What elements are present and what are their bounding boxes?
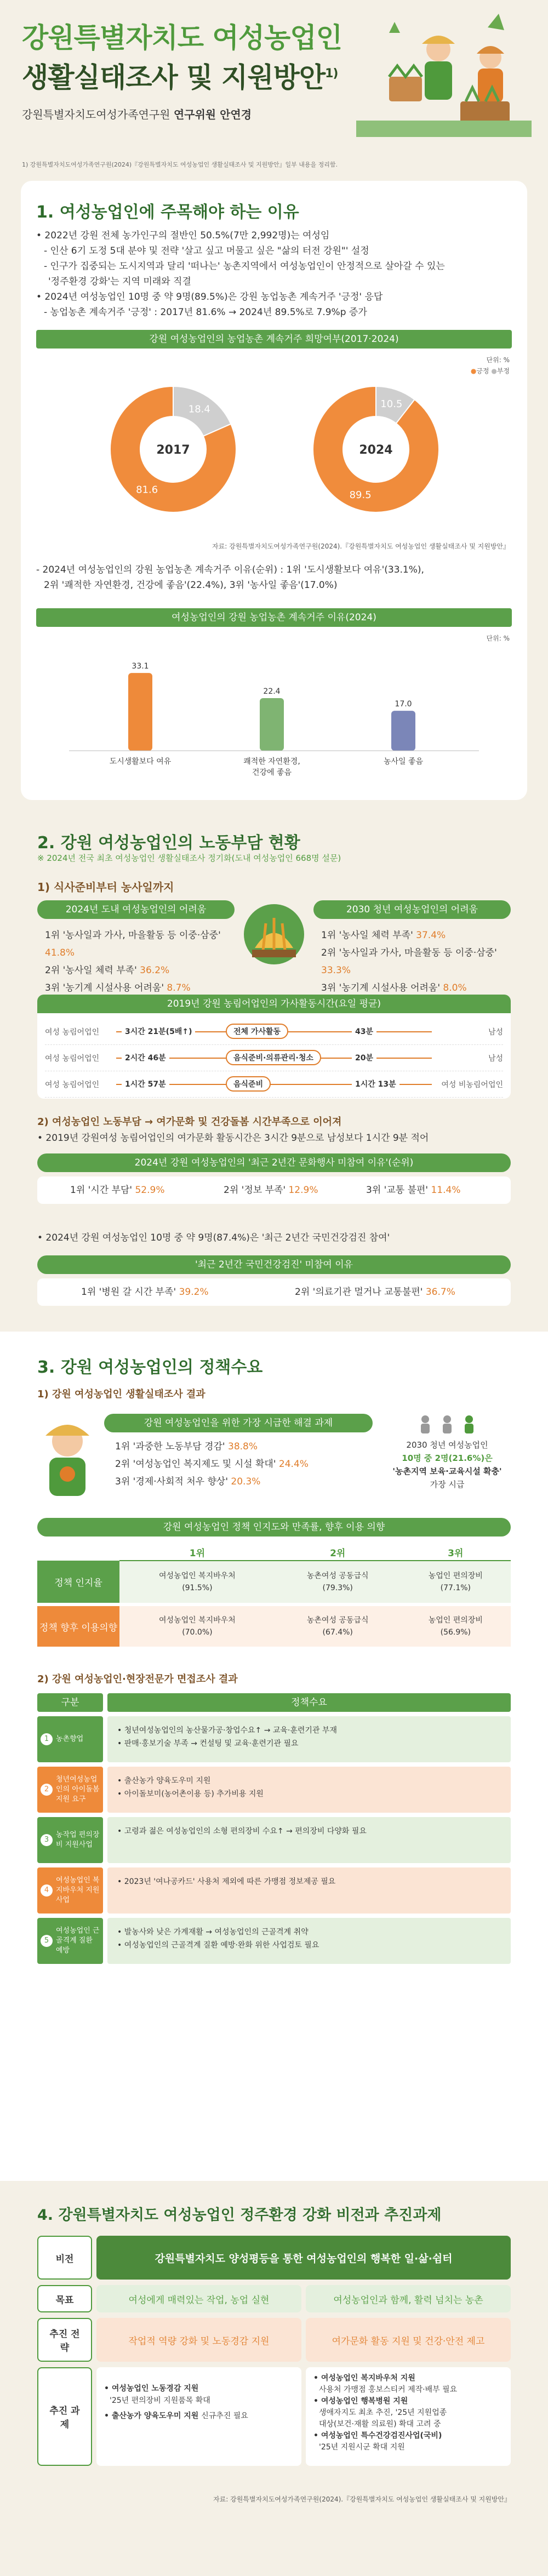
reason-line2: 2위 '쾌적한 자연환경, 건강에 좋음'(22.4%), 3위 '농사일 좋음'(17.0%) — [44, 580, 338, 591]
policy-row-label: 정책 향후 이용의향 — [37, 1604, 119, 1648]
policy-value: (70.0%) — [182, 1628, 213, 1637]
difficulty-2030-head: 2030 청년 여성농업인의 어려움 — [313, 900, 511, 919]
chart2-unit: 단위: % — [486, 635, 510, 642]
bar-chart — [36, 641, 512, 789]
time-row-left-time: 2시간 46분 — [122, 1052, 169, 1063]
bullet-health-check: • 2024년 강원 여성농업인 10명 중 약 9명(87.4%)은 '최근 2년간 국민건강검진 참여' — [37, 1232, 390, 1243]
policy-value: (77.1%) — [440, 1584, 471, 1592]
strategy-2: 여가문화 활동 지원 및 건강·안전 제고 — [306, 2318, 511, 2362]
title-line2: 생활실태조사 및 지원방안 — [22, 61, 326, 94]
difficulty-2024-box — [37, 900, 235, 993]
interview-row-category: 여성농업인 복지바우처 지원사업 — [56, 1876, 100, 1904]
section-4-source: 자료: 강원특별자치도여성가족연구원(2024).『강원특별자치도 여성농업인 생활실태조사 및 지원방안』 — [213, 2495, 511, 2503]
difficulty-2030-r2-value: 33.3% — [321, 965, 351, 976]
vision-diagram — [37, 2236, 511, 2466]
section-4-title: 4. 강원특별자치도 여성농업인 정주환경 강화 비전과 추진과제 — [37, 2207, 442, 2224]
donut-year-label: 2017 — [156, 443, 190, 457]
bullet-farm-population: • 2022년 강원 전체 농가인구의 절반인 50.5%(7만 2,992명)는 여성임 — [36, 230, 330, 241]
interview-item: • 판매·홍보기술 부족 → 컨설팅 및 교육·훈련기관 필요 — [117, 1739, 299, 1748]
interview-table — [37, 1693, 511, 1968]
culture-r3-value: 11.4% — [431, 1185, 461, 1196]
policy-table — [37, 1544, 511, 1650]
time-row-activity: 전체 가사활동 — [226, 1024, 288, 1039]
policy-col-header: 2위 — [275, 1544, 401, 1561]
interview-row — [37, 1867, 511, 1914]
culture-r2-value: 12.9% — [288, 1185, 318, 1196]
bar — [391, 711, 415, 751]
bar — [128, 673, 152, 751]
culture-r1-value: 52.9% — [135, 1185, 165, 1196]
goal-1: 여성에게 매력있는 작업, 농업 실현 — [96, 2285, 301, 2312]
policy-name: 여성농업인 복지바우처 — [159, 1572, 236, 1580]
time-row-left-group: 여성 농림어업인 — [45, 1080, 100, 1089]
priority-r3-value: 20.3% — [231, 1476, 261, 1487]
time-row-left-time: 3시간 21분(5배↑) — [122, 1026, 195, 1037]
housework-time-row — [45, 1019, 503, 1045]
bar-category-label: 건강에 좋음 — [252, 768, 292, 777]
woman-farmer-icon — [37, 1414, 98, 1501]
difficulty-2030-r1: 1위 '농사일 체력 부족' — [321, 930, 416, 941]
bullet-rural-decline-cont: '정주환경 강화'는 지역 미래와 직결 — [48, 276, 191, 287]
difficulty-2024-head: 2024년 도내 여성농업인의 어려움 — [37, 900, 235, 919]
interview-col-demand: 정책수요 — [107, 1693, 511, 1712]
bar-category-label: 도시생활보다 여유 — [109, 757, 172, 766]
housework-time-box — [37, 995, 511, 1099]
culture-reason-head: 2024년 강원 여성농업인의 '최근 2년간 문화행사 미참여 이유'(순위) — [37, 1153, 511, 1172]
health-r1: 1위 '병원 갈 시간 부족' — [81, 1287, 179, 1298]
bar — [260, 698, 284, 751]
time-row-activity: 음식준비·의류관리·청소 — [226, 1050, 321, 1065]
policy-col-header: 1위 — [119, 1544, 275, 1561]
chart2-title-bar: 여성농업인의 강원 농업농촌 계속거주 이유(2024) — [36, 608, 512, 627]
task-r2: • 여성농업인 행복병원 지원 — [313, 2397, 408, 2406]
subsection-2-2-title: 2) 여성농업인 노동부담 → 여가문화 및 건강돌봄 시간부족으로 이어져 — [37, 1116, 342, 1128]
interview-row — [37, 1817, 511, 1863]
youth-line1: 2030 청년 여성농업인 — [406, 1440, 488, 1450]
policy-name: 농촌여성 공동급식 — [306, 1616, 369, 1625]
policy-col-header: 3위 — [401, 1544, 511, 1561]
section-4 — [0, 2181, 548, 2576]
section-3 — [0, 1332, 548, 2197]
section-2-title: 2. 강원 여성농업인의 노동부담 현황 — [37, 833, 300, 853]
difficulty-2024-r1-value: 41.8% — [45, 947, 75, 958]
donut-slice-label: 18.4 — [188, 403, 210, 415]
task-r1-detail: 사용처 가맹점 홍보스티커 제작·배부 필요 — [319, 2385, 458, 2394]
interview-row-number: 3 — [41, 1834, 53, 1846]
chart1-title-bar: 강원 여성농업인의 농업농촌 계속거주 희망여부(2017·2024) — [36, 330, 512, 349]
section-1-title: 1. 여성농업인에 주목해야 하는 이유 — [36, 203, 299, 222]
interview-row-number: 5 — [41, 1935, 53, 1947]
task-r3-detail: '25년 지원시군 확대 지원 — [319, 2443, 405, 2452]
task-label: 추진 과제 — [37, 2367, 92, 2466]
policy-row-label: 정책 인지율 — [37, 1561, 119, 1604]
donut-slice-label: 81.6 — [136, 484, 158, 496]
housework-time-rows — [37, 1013, 511, 1103]
interview-item: • 2023년 '여나공카드' 사용처 제외에 따른 가맹점 정보제공 필요 — [117, 1877, 336, 1886]
policy-value: (79.3%) — [322, 1584, 353, 1592]
bar-value-label: 17.0 — [395, 700, 412, 709]
reason-summary — [36, 562, 513, 593]
youth-line4: 가장 시급 — [430, 1480, 465, 1489]
farm-crops-icon — [241, 901, 307, 973]
section-1-card — [21, 181, 527, 800]
difficulty-2024-r1: 1위 '농사일과 가사, 마을활동 등 이중·삼중' — [45, 930, 221, 941]
interview-row-category: 농작업 편의장비 지원사업 — [56, 1831, 100, 1849]
author-org: 강원특별자치도여성가족연구원 — [22, 107, 174, 121]
section-3-title: 3. 강원 여성농업인의 정책수요 — [37, 1358, 263, 1377]
bullet-rural-decline: - 인구가 집중되는 도시지역과 달리 '떠나는' 농촌지역에서 여성농업인이 안정적으로 살아갈 수 있는 — [44, 261, 445, 272]
interview-item: • 출산농가 양육도우미 지원 — [117, 1777, 211, 1785]
subsection-3-1-title: 1) 강원 여성농업인 생활실태조사 결과 — [37, 1389, 206, 1400]
housework-time-row — [45, 1071, 503, 1098]
bullet-positive-change: - 농업농촌 계속거주 '긍정' : 2017년 81.6% → 2024년 89.5%로 7.9%p 증가 — [44, 307, 367, 318]
difficulty-2030-r3-value: 8.0% — [443, 983, 467, 993]
chart1-legend: ●긍정 ●부정 — [470, 367, 510, 375]
task-right — [306, 2367, 511, 2466]
priority-r2-value: 24.4% — [278, 1459, 309, 1470]
task-l2: • 출산농가 양육도우미 지원 — [104, 2412, 202, 2420]
subsection-3-2-title: 2) 강원 여성농업인·현장전문가 면접조사 결과 — [37, 1673, 238, 1685]
interview-item: • 고령과 젊은 여성농업인의 소형 편의장비 수요↑ → 편의장비 다양화 필요 — [117, 1827, 367, 1836]
task-l1-detail: '25년 편의장비 지원품목 확대 — [110, 2396, 210, 2405]
youth-box — [384, 1414, 511, 1501]
hero-header — [0, 0, 548, 181]
interview-row-category: 청년여성농업인의 아이돌봄 지원 요구 — [56, 1775, 100, 1803]
difficulty-2024-r2-value: 36.2% — [140, 965, 170, 976]
author-role: 연구위원 — [173, 107, 220, 121]
time-row-right-time: 43분 — [352, 1026, 376, 1037]
time-row-right-group: 여성 비농림어업인 — [441, 1080, 503, 1089]
interview-row — [37, 1918, 511, 1964]
culture-r1: 1위 '시간 부담' — [70, 1185, 135, 1196]
vision-text: 강원특별자치도 양성평등을 통한 여성농업인의 행복한 일·삶·쉼터 — [96, 2236, 511, 2280]
interview-row-number: 1 — [41, 1733, 53, 1745]
title-footnote-mark: 1) — [325, 67, 338, 81]
policy-name: 농촌여성 공동급식 — [306, 1572, 369, 1580]
priority-r3: 3위 '경제·사회적 처우 향상' — [115, 1476, 231, 1487]
legend-positive: 긍정 — [476, 367, 489, 375]
time-row-right-group: 남성 — [488, 1054, 503, 1063]
culture-r3: 3위 '교통 불편' — [366, 1185, 431, 1196]
bar-category-label: 쾌적한 자연환경, — [243, 757, 300, 766]
task-r1: • 여성농업인 복지바우처 지원 — [313, 2374, 415, 2383]
vision-label: 비전 — [37, 2236, 92, 2280]
time-row-right-group: 남성 — [488, 1027, 503, 1037]
interview-row — [37, 1767, 511, 1813]
time-row-right-time: 1시간 13분 — [352, 1078, 399, 1089]
interview-item: • 여성농업인의 근골격계 질환 예방·완화 위한 사업검토 필요 — [117, 1941, 319, 1950]
donut-slice-label: 89.5 — [349, 489, 372, 501]
policy-row — [37, 1604, 511, 1648]
difficulty-2030-r1-value: 37.4% — [416, 930, 446, 941]
policy-name: 여성농업인 복지바우처 — [159, 1616, 236, 1625]
interview-col-category: 구분 — [37, 1693, 103, 1712]
interview-row — [37, 1716, 511, 1762]
bullet-leisure-time: • 2019년 강원여성 농림어업인의 여가문화 활동시간은 3시간 9분으로 남성보다 1시간 9분 적어 — [37, 1133, 429, 1144]
time-row-left-group: 여성 농림어업인 — [45, 1027, 100, 1037]
bullet-strategy: - 인산 6기 도정 5대 분야 및 전략 '살고 싶고 머물고 싶은 "삶의 터전 강원"' 설정 — [44, 245, 369, 256]
culture-reason-row — [37, 1176, 511, 1204]
policy-value: (91.5%) — [182, 1584, 213, 1592]
policy-value: (67.4%) — [322, 1628, 353, 1637]
strategy-1: 작업적 역량 강화 및 노동경감 지원 — [96, 2318, 301, 2362]
donut-charts — [36, 367, 512, 532]
policy-table-head: 강원 여성농업인 정책 인지도와 만족률, 향후 이용 의향 — [37, 1518, 511, 1537]
difficulty-2024-r3-value: 8.7% — [167, 983, 191, 993]
policy-value: (56.9%) — [440, 1628, 471, 1637]
time-row-left-time: 1시간 57분 — [122, 1078, 169, 1089]
farmers-illustration — [356, 11, 532, 137]
strategy-label: 추진 전략 — [37, 2318, 92, 2362]
bar-category-label: 농사일 좋음 — [383, 757, 424, 766]
donut-slice-label: 10.5 — [380, 398, 403, 410]
donut-year-label: 2024 — [359, 443, 393, 457]
interview-rows — [37, 1716, 511, 1964]
health-reason-row — [37, 1278, 511, 1306]
difficulty-2024-list — [37, 922, 235, 1001]
bar-value-label: 22.4 — [263, 687, 281, 696]
goal-2: 여성농업인과 함께, 활력 넘치는 농촌 — [306, 2285, 511, 2312]
bullet-positive-response: • 2024년 여성농업인 10명 중 약 9명(89.5%)은 강원 농업농촌 계속거주 '긍정' 응답 — [36, 292, 383, 302]
health-r2-value: 36.7% — [425, 1287, 455, 1298]
hero-footnote: 1) 강원특별자치도여성가족연구원(2024)『강원특별자치도 여성농업인 생활실태조사 및 지원방안』일부 내용을 정리함. — [22, 161, 338, 168]
interview-item: • 발농사와 낮은 가계재활 → 여성농업인의 근골격계 취약 — [117, 1928, 309, 1937]
housework-time-head: 2019년 강원 농림어업인의 가사활동시간(요일 평균) — [37, 995, 511, 1013]
goal-label: 목표 — [37, 2285, 92, 2312]
youth-line3: '농촌지역 보육·교육시설 확충' — [392, 1466, 502, 1476]
section-1-bullets — [36, 228, 513, 320]
difficulty-2030-r2: 2위 '농사일과 가사, 마을활동 등 이중·삼중' — [321, 947, 497, 958]
policy-row — [37, 1561, 511, 1604]
people-icons — [414, 1414, 480, 1436]
difficulty-2030-box — [313, 900, 511, 993]
priority-r1-value: 38.8% — [228, 1441, 258, 1452]
legend-negative: 부정 — [496, 367, 510, 375]
difficulty-2030-list — [313, 922, 511, 1001]
policy-name: 농업인 편의장비 — [428, 1616, 483, 1625]
subsection-2-1-title: 1) 식사준비부터 농사일까지 — [37, 881, 174, 894]
interview-row-number: 4 — [41, 1884, 53, 1897]
interview-item: • 청년여성농업인의 농산물가공·창업수요↑ → 교육·훈련기관 부재 — [117, 1726, 337, 1735]
task-l2-detail: 신규추진 필요 — [201, 2412, 248, 2420]
difficulty-2024-r3: 3위 '농기계 시설사용 어려움' — [45, 983, 167, 993]
interview-row-category: 농촌향업 — [56, 1735, 84, 1743]
culture-r2: 2위 '정보 부족' — [224, 1185, 289, 1196]
bar-value-label: 33.1 — [132, 662, 149, 671]
chart1-source: 자료: 강원특별자치도여성가족연구원(2024).『강원특별자치도 여성농업인 생활실태조사 및 지원방안』 — [212, 542, 510, 550]
section-2-note: ※ 2024년 전국 최초 여성농업인 생활실태조사 정기화(도내 여성농업인 668명 설문) — [37, 853, 341, 863]
author-name: 안연경 — [220, 107, 252, 121]
task-left — [96, 2367, 301, 2466]
time-row-left-group: 여성 농림어업인 — [45, 1054, 100, 1063]
section-2 — [0, 814, 548, 1386]
time-row-right-time: 20분 — [352, 1052, 376, 1063]
time-row-activity: 음식준비 — [226, 1076, 271, 1092]
difficulty-2024-r2: 2위 '농사일 체력 부족' — [45, 965, 140, 976]
task-r2-detail: 생애자지도 최초 추진, '25년 지원업종 — [319, 2408, 447, 2417]
title-line1: 강원특별자치도 여성농업인 — [22, 22, 342, 54]
chart1-unit: 단위: % — [486, 356, 510, 364]
reason-line1: - 2024년 여성농업인의 강원 농업농촌 계속거주 이유(순위) : 1위 '도시생활보다 여유'(33.1%), — [36, 564, 424, 575]
policy-name: 농업인 편의장비 — [428, 1572, 483, 1580]
health-r1-value: 39.2% — [179, 1287, 209, 1298]
health-r2: 2위 '의료기관 멀거나 교통불편' — [295, 1287, 426, 1298]
interview-item: • 아이돌보미(농어촌이용 등) 추가비용 지원 — [117, 1790, 264, 1798]
task-r3: • 여성농업인 특수건강검진사업(국비) — [313, 2431, 442, 2440]
priority-r1: 1위 '과중한 노동부담 경감' — [115, 1441, 228, 1452]
priority-head: 강원 여성농업인을 위한 가장 시급한 해결 과제 — [104, 1414, 373, 1432]
difficulty-2030-r3: 3위 '농기계 시설사용 어려움' — [321, 983, 443, 993]
interview-row-number: 2 — [41, 1784, 53, 1796]
task-l1: • 여성농업인 노동경감 지원 — [104, 2384, 199, 2393]
priority-r2: 2위 '여성농업인 복지제도 및 시설 확대' — [115, 1459, 279, 1470]
housework-time-row — [45, 1045, 503, 1071]
task-r2-detail2: 대상(보건·재활 의료원) 확대 고려 중 — [319, 2420, 441, 2429]
health-reason-head: '최근 2년간 국민건강검진' 미참여 이유 — [37, 1255, 511, 1274]
youth-line2: 10명 중 2명(21.6%)은 — [402, 1453, 493, 1463]
interview-row-category: 여성농업인 근골격계 질환 예방 — [56, 1927, 100, 1955]
priority-box — [104, 1414, 373, 1501]
